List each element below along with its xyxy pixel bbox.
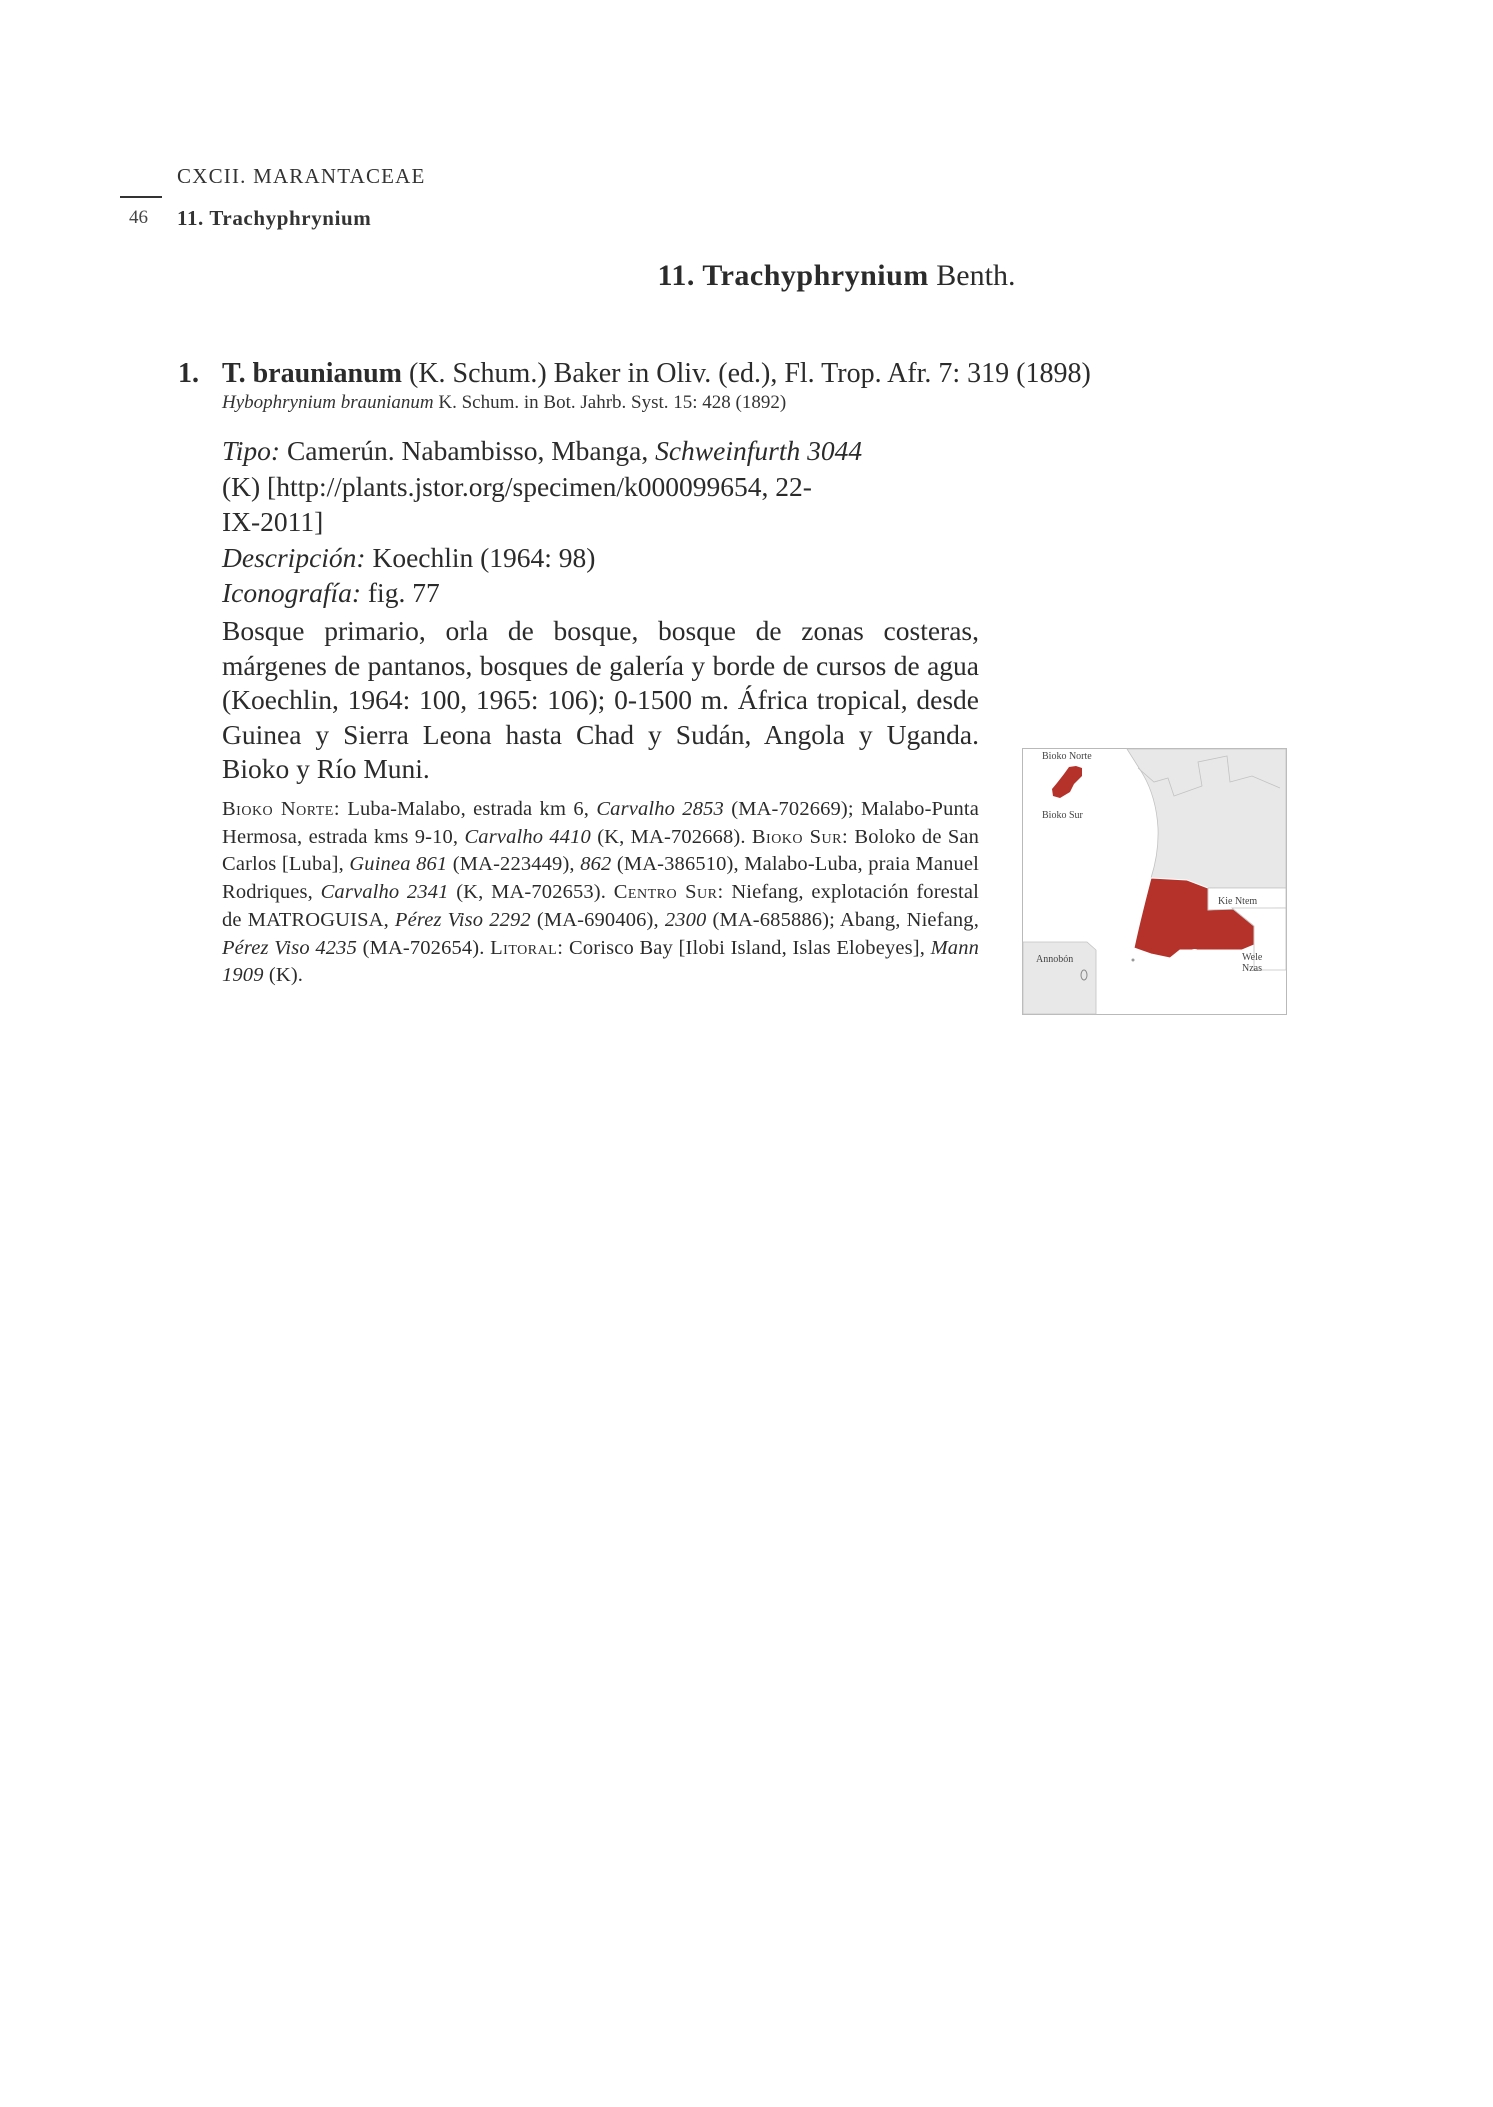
species-number: 1. — [178, 358, 199, 389]
species-authority: (K. Schum.) Baker in Oliv. (ed.), Fl. Trop. Afr. 7: 319 (1898) — [409, 358, 1091, 389]
map-label-nzas: Nzas — [1242, 963, 1262, 974]
page-number: 46 — [129, 207, 148, 228]
species-heading — [222, 358, 1091, 390]
habitat-paragraph: Bosque primario, orla de bosque, bosque de zonas costeras, márgenes de pantanos, bosques de galería y borde de cursos de agua (Koechlin, 1964: 100, 1965: 106); 0-1500 m. África tropical, desde Guinea y Sierra Leona hasta Chad y Sudán, Angola y Uganda. Bioko y Río Muni. — [222, 615, 979, 784]
specimen-text: (MA-386510), Malabo-Luba, praia Manuel Rodriques, — [222, 853, 979, 904]
map-annobon-inset — [1023, 942, 1096, 1014]
specimen-text: Luba-Malabo, estrada km 6, — [347, 798, 590, 820]
region-litoral: Litoral: — [490, 936, 564, 959]
map-islet — [1132, 959, 1135, 962]
specimen-text: (MA-223449), — [452, 853, 575, 876]
collector-number: Carvalho 2341 — [320, 881, 449, 904]
collector-number: Mann 1909 — [222, 936, 980, 987]
synonym-line — [222, 392, 786, 414]
map-label-annobon: Annobón — [1036, 954, 1074, 965]
synonym-reference: K. Schum. in Bot. Jahrb. Syst. 15: 428 (1892) — [438, 392, 787, 413]
specimen-text: (MA-690406), — [536, 908, 659, 931]
region-centro-sur: Centro Sur: — [613, 881, 724, 904]
collector-number: 862 — [580, 853, 612, 876]
descripcion-label: Descripción: — [222, 541, 366, 573]
specimen-text: (MA-702654). — [362, 936, 485, 959]
specimen-text: (K, MA-702668). — [597, 825, 746, 848]
descripcion-text: Koechlin (1964: 98) — [372, 541, 596, 573]
collector-number: Guinea 861 — [349, 853, 448, 876]
collector-number: 2300 — [664, 908, 707, 931]
genus-name: 11. Trachyphrynium — [657, 259, 929, 292]
iconografia-label: Iconografía: — [222, 577, 362, 608]
synonym-name: Hybophrynium braunianum — [222, 392, 434, 413]
map-label-centro: Centro — [1190, 947, 1223, 959]
running-head-genus: 11. Trachyphrynium — [177, 206, 372, 230]
map-label-bioko-sur: Bioko Sur — [1042, 810, 1083, 821]
iconografia-text: fig. 77 — [367, 577, 440, 608]
specimen-text: (K). — [268, 964, 304, 987]
region-bioko-sur: Bioko Sur: — [751, 825, 849, 848]
collector-number: Carvalho 2853 — [596, 798, 724, 820]
descripcion-line — [222, 540, 942, 576]
collector-number: Pérez Viso 4235 — [222, 936, 357, 959]
map-label-sur: Sur — [1194, 959, 1212, 971]
tipo-collector: Schweinfurth 3044 — [655, 435, 863, 466]
specimens-paragraph — [222, 796, 979, 990]
genus-author: Benth. — [936, 259, 1016, 292]
map-label-kie-ntem: Kie Ntem — [1218, 896, 1258, 907]
map-label-bioko-norte: Bioko Norte — [1042, 751, 1092, 762]
map-label-wele: Wele — [1242, 952, 1263, 963]
specimen-text: Corisco Bay [Ilobi Island, Islas Elobeyes], — [569, 936, 925, 959]
specimen-text: (MA-702669); Malabo-Punta Hermosa, estrada kms 9-10, — [222, 798, 979, 848]
distribution-map-svg — [1022, 748, 1287, 1015]
specimen-text: Niefang, explotación forestal de MATROGUISA, — [222, 881, 979, 931]
running-head-family: CXCII. MARANTACEAE — [177, 164, 426, 188]
species-name: T. braunianum — [222, 358, 402, 389]
collector-number: Carvalho 4410 — [464, 825, 591, 848]
tipo-text: Camerún. Nabambisso, Mbanga, — [286, 435, 649, 466]
collector-number: Pérez Viso 2292 — [394, 908, 531, 931]
map-label-litoral: Litoral — [1138, 958, 1171, 970]
specimen-text: Boloko de San Carlos [Luba], — [222, 825, 980, 876]
type-block — [222, 433, 942, 611]
tipo-line-3: IX-2011] — [222, 506, 324, 537]
genus-heading — [0, 259, 1493, 293]
tipo-label: Tipo: — [222, 435, 281, 466]
region-bioko-norte: Bioko Norte: — [222, 798, 341, 820]
header-rule — [120, 196, 162, 198]
tipo-line — [222, 433, 942, 469]
iconografia-line — [222, 575, 942, 611]
specimen-text: (K, MA-702653). — [456, 881, 607, 904]
tipo-line-2: (K) [http://plants.jstor.org/specimen/k000099654, 22- — [222, 470, 812, 502]
distribution-map — [1022, 748, 1287, 1015]
specimen-text: (MA-685886); Abang, Niefang, — [712, 908, 979, 931]
